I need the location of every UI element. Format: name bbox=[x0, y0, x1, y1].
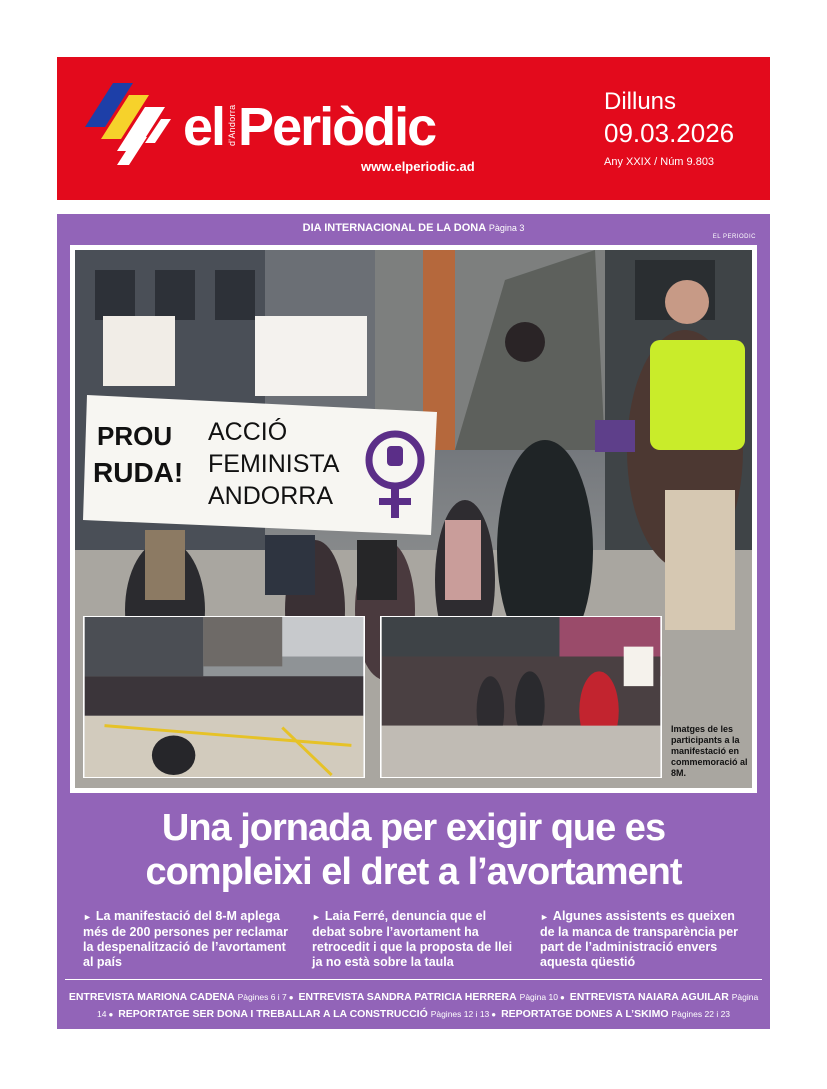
kicker-page: Pàgina 3 bbox=[488, 223, 525, 233]
index-item[interactable]: ENTREVISTA MARIONA CADENA Pàgines 6 i 7 bbox=[68, 991, 287, 1003]
kicker-title: DIA INTERNACIONAL DE LA DONA bbox=[302, 222, 486, 234]
brand-logo[interactable] bbox=[183, 97, 435, 157]
bullet-dot-icon: ● bbox=[491, 1010, 497, 1019]
banner-text-prou: PROU bbox=[97, 421, 173, 451]
website-link[interactable]: www.elperiodic.ad bbox=[361, 159, 475, 174]
masthead bbox=[57, 57, 770, 200]
summary-bullet bbox=[83, 909, 288, 970]
bullet-dot-icon: ● bbox=[288, 993, 294, 1002]
issue-number: Any XXIX / Núm 9.803 bbox=[604, 156, 715, 168]
summary-bullets bbox=[83, 909, 753, 969]
section-kicker[interactable] bbox=[57, 222, 770, 234]
brand-name: Periòdic bbox=[238, 97, 436, 157]
inset-photo-march[interactable] bbox=[380, 616, 662, 778]
inset-photo-sit-in[interactable] bbox=[83, 616, 365, 778]
march-crowd-photo-illustration bbox=[381, 617, 661, 777]
photo-collage bbox=[70, 245, 757, 793]
arrow-right-icon: ► bbox=[83, 912, 92, 922]
footer-divider bbox=[65, 979, 762, 980]
banner-text-accio: ACCIÓ bbox=[208, 418, 288, 446]
summary-bullet bbox=[540, 909, 745, 970]
banner-text-ruda: RUDA! bbox=[93, 457, 184, 488]
arrow-right-icon: ► bbox=[540, 912, 549, 922]
index-item[interactable]: REPORTATGE SER DONA I TREBALLAR A LA CONSTRUCCIÓ Pàgines 12 i 13 bbox=[118, 1008, 490, 1020]
photo-caption: Imatges de les participants a la manifestació en commemoració al 8M. bbox=[671, 724, 748, 778]
bullet-dot-icon: ● bbox=[108, 1010, 114, 1019]
issue-date: 09.03.2026 bbox=[604, 118, 735, 148]
index-item[interactable]: ENTREVISTA NAIARA AGUILAR Pàgina 14 bbox=[96, 991, 759, 1019]
photo-credit: EL PERIODIC bbox=[712, 234, 756, 240]
index-item[interactable]: ENTREVISTA SANDRA PATRICIA HERRERA Pàgina 10 bbox=[298, 991, 558, 1003]
summary-bullet bbox=[312, 909, 517, 970]
bullet-text: La manifestació del 8-M aplega més de 200 persones per reclamar la despenalització de l’avortament al país bbox=[83, 909, 288, 969]
bullet-dot-icon: ● bbox=[559, 993, 565, 1002]
headline-line-2: compleixi el dret a l’avortament bbox=[145, 851, 682, 893]
brand-vertical-label: d'Andorra bbox=[227, 104, 237, 146]
banner-text-andorra: ANDORRA bbox=[208, 482, 334, 510]
cover-story-panel bbox=[57, 214, 770, 1029]
bullet-text: Laia Ferré, denuncia que el debat sobre l’avortament ha retrocedit i que la proposta de llei ja no està sobre la taula bbox=[312, 909, 513, 969]
bullet-text: Algunes assistents es queixen de la manca de transparència per part de l’administració envers aquesta qüestió bbox=[540, 909, 739, 969]
sit-in-photo-illustration bbox=[84, 617, 364, 777]
index-item[interactable]: REPORTATGE DONES A L’SKIMO Pàgines 22 i 23 bbox=[501, 1008, 731, 1020]
brand-prefix: el bbox=[183, 97, 225, 157]
inside-pages-index bbox=[65, 989, 762, 1023]
arrow-right-icon: ► bbox=[312, 912, 321, 922]
issue-day: Dilluns bbox=[604, 88, 677, 115]
issue-date-block bbox=[604, 87, 734, 171]
main-headline[interactable] bbox=[57, 806, 770, 894]
newspaper-logo-icon bbox=[85, 81, 171, 167]
headline-line-1: Una jornada per exigir que es bbox=[161, 807, 666, 849]
main-photo[interactable] bbox=[75, 250, 752, 788]
banner-text-feminista: FEMINISTA bbox=[208, 450, 340, 478]
